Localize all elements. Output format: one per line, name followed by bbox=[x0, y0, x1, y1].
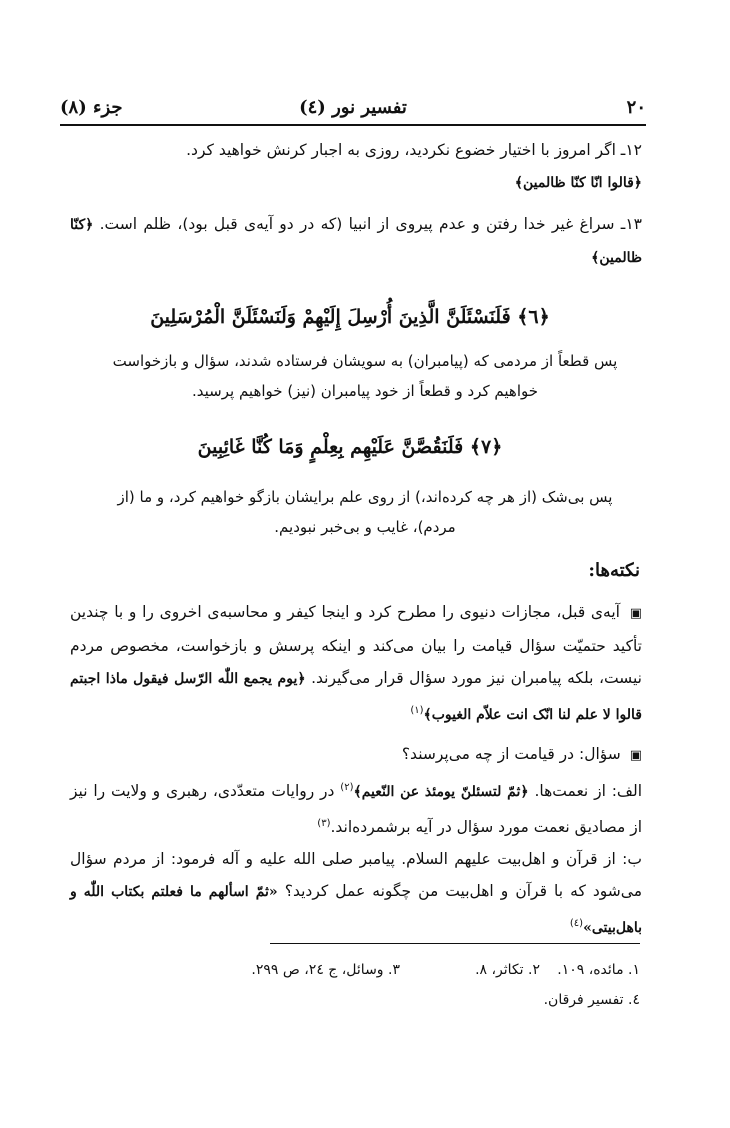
footnote-ref-2: (٢) bbox=[340, 782, 354, 793]
page-number: ۲۰ bbox=[626, 96, 646, 118]
item-12 bbox=[70, 134, 642, 199]
footnote-row bbox=[100, 955, 640, 985]
notes-heading: نکته‌ها: bbox=[588, 560, 640, 581]
footnote-ref-4: (٤) bbox=[569, 918, 584, 930]
be-quote: «ثمّ اسألهم ما فعلتم بکتاب اللّٰه و باهل‌بیتی» bbox=[70, 884, 642, 937]
alef-text: الف: از نعمت‌ها. bbox=[534, 782, 642, 801]
footnote-2: ٢. تکاثر، ٨. bbox=[475, 962, 540, 978]
note-1-text: آیه‌ی قبل، مجازات دنیوی را مطرح کرد و اینجا کیفر و محاسبه‌ی اخروی را و با چندین تأکید حتمیّت سؤال قیامت را بیان می‌کند و اینکه پرسش و بازخواست، مخصوص مردم نیست، بلکه پیامبران نیز مورد سؤال قرار می‌گیرند. bbox=[70, 603, 642, 687]
note-2-be bbox=[70, 843, 642, 944]
item-13-text: ١٣ـ سراغ غیر خدا رفتن و عدم پیروی از انبیا (که در دو آیه‌ی قبل بود)، ظلم است. bbox=[99, 215, 642, 233]
footnote-ref-3: (٣) bbox=[317, 818, 331, 830]
verse-7: ﴿٧﴾ فَلَنَقُصَّنَّ عَلَيْهِم بِعِلْمٍ وَمَا كُنَّا غَائِبِينَ bbox=[197, 436, 503, 458]
verse-7-translation: پس بی‌شک (از هر چه کرده‌اند،) از روی علم برایشان بازگو خواهیم کرد، و ما (از مردم)، غایب و بی‌خبر نبودیم. bbox=[117, 488, 613, 536]
alef-text-2: در روایات متعدّدی، رهبری و ولایت را نیز از مصادیق نعمت مورد سؤال در آیه برشمرده‌اند. bbox=[70, 782, 642, 837]
footnote-ref-1: (١) bbox=[410, 705, 424, 716]
bullet-icon: ▣ bbox=[629, 606, 642, 621]
item-12-text: ١٢ـ اگر امروز با اختیار خضوع نکردید، روزی به اجبار کرنش خواهید کرد. bbox=[186, 141, 642, 159]
footnotes bbox=[100, 955, 640, 1015]
alef-quote: ﴿ثمّ لتسئلنّ یومئذ عن النّعیم﴾ bbox=[353, 784, 529, 801]
be-text: ب: از قرآن و اهل‌بیت علیهم السلام. پیامبر صلی الله علیه و آله فرمود: از مردم سؤال می‌شود که با قرآن و اهل‌بیت من چگونه عمل کردید؟ bbox=[70, 850, 642, 901]
verse-6-translation: پس قطعاً از مردمی که (پیامبران) به سویشان فرستاده شدند، سؤال و بازخواست خواهیم کرد و قطعاً از خود پیامبران (نیز) خواهیم پرسید. bbox=[112, 352, 618, 400]
juz-label: جزء (٨) bbox=[60, 96, 123, 118]
item-12-quote: ﴿قالوا انّا کنّا ظالمین﴾ bbox=[514, 175, 642, 191]
footnote-4: ٤. تفسیر فرقان. bbox=[543, 992, 640, 1008]
bullet-icon: ▣ bbox=[629, 748, 642, 763]
note-1 bbox=[70, 596, 642, 731]
running-header bbox=[60, 92, 646, 122]
item-13 bbox=[70, 208, 642, 274]
footnote-rule bbox=[270, 943, 640, 944]
verse-6: ﴿٦﴾ فَلَنَسْئَلَنَّ الَّذِينَ أُرْسِلَ إِلَيْهِمْ وَلَنَسْئَلَنَّ الْمُرْسَلِينَ bbox=[150, 306, 550, 328]
note-2-alef bbox=[70, 772, 642, 843]
header-rule bbox=[60, 124, 646, 126]
note-1-quote: ﴿یوم یجمع اللّٰه الرّسل فیقول ماذا اجبتم قالوا لا علم لنا انّک انت علاّم الغیوب﴾ bbox=[70, 671, 642, 724]
item-13-quote: ﴿کنّا ظالمین﴾ bbox=[70, 217, 642, 266]
book-title: تفسیر نور (٤) bbox=[299, 96, 407, 118]
note-2 bbox=[70, 738, 642, 944]
footnote-3: ٣. وسائل، ج ٢٤، ص ٢٩٩. bbox=[251, 962, 400, 978]
footnote-1: ١. مائده، ١٠٩. bbox=[557, 962, 640, 978]
note-2-question: سؤال: در قیامت از چه می‌پرسند؟ bbox=[401, 745, 621, 763]
